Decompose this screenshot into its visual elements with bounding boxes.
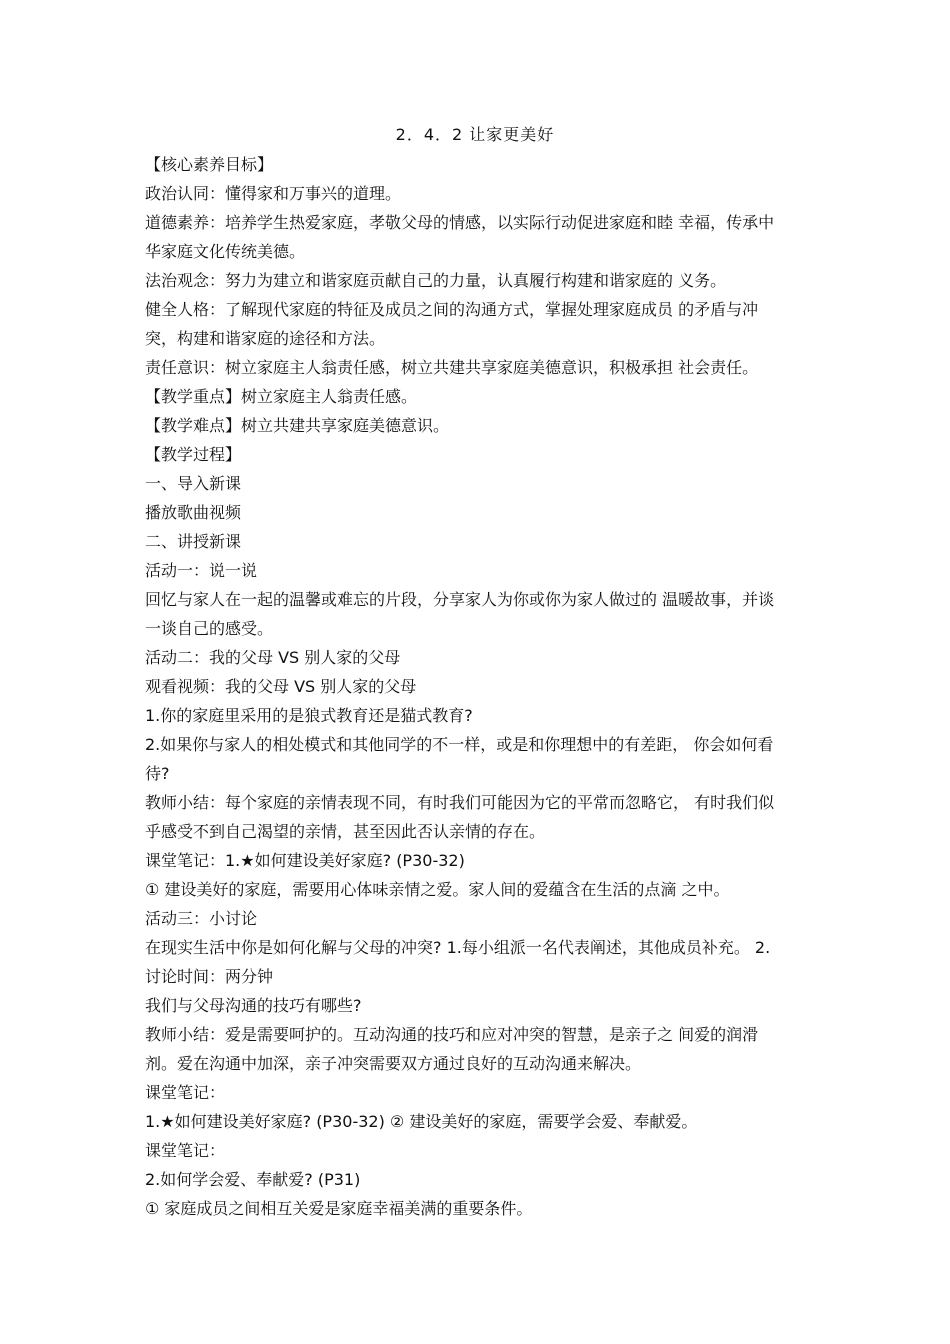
text-line: 播放歌曲视频 [145, 503, 242, 522]
text-line: 我们与父母沟通的技巧有哪些? [145, 996, 362, 1015]
class-notes: 课堂笔记：1.★如何建设美好家庭? (P30-32) [145, 851, 465, 870]
activity-two-heading: 活动二：我的父母 VS 别人家的父母 [145, 648, 401, 667]
goal-political-identity: 政治认同：懂得家和万事兴的道理。 [145, 184, 402, 203]
teacher-summary: 教师小结：每个家庭的亲情表现不同，有时我们可能因为它的平常而忽略它， 有时我们似 [145, 793, 775, 812]
goal-moral-literacy: 道德素养：培养学生热爱家庭，孝敬父母的情感，以实际行动促进家庭和睦 幸福，传承中 [145, 213, 775, 232]
teacher-summary: 教师小结：爱是需要呵护的。互动沟通的技巧和应对冲突的智慧，是亲子之 间爱的润滑 [145, 1025, 759, 1044]
text-line: 乎感受不到自己渴望的亲情，甚至因此否认亲情的存在。 [145, 822, 546, 841]
teaching-key-point: 【教学重点】树立家庭主人翁责任感。 [145, 387, 418, 406]
section-heading-process: 【教学过程】 [145, 445, 242, 464]
document-body [145, 150, 807, 1223]
class-notes: 课堂笔记： [145, 1141, 226, 1160]
text-line: 1.★如何建设美好家庭? (P30-32) ② 建设美好的家庭，需要学会爱、奉献爱。 [145, 1112, 698, 1131]
class-notes: 课堂笔记： [145, 1083, 226, 1102]
goal-sound-personality-cont: 突，构建和谐家庭的途径和方法。 [145, 329, 386, 348]
text-line: 一谈自己的感受。 [145, 619, 274, 638]
text-line: 剂。爱在沟通中加深，亲子冲突需要双方通过良好的互动沟通来解决。 [145, 1054, 642, 1073]
activity-three-heading: 活动三：小讨论 [145, 909, 258, 928]
question-item: 2.如果你与家人的相处模式和其他同学的不一样，或是和你理想中的有差距， 你会如何看 [145, 735, 774, 754]
step-introduction: 一、导入新课 [145, 474, 242, 493]
goal-sound-personality: 健全人格：了解现代家庭的特征及成员之间的沟通方式，掌握处理家庭成员 的矛盾与冲 [145, 300, 759, 319]
text-line: 待? [145, 764, 170, 783]
activity-one-heading: 活动一：说一说 [145, 561, 258, 580]
text-line: ① 建设美好的家庭，需要用心体味亲情之爱。家人间的爱蕴含在生活的点滴 之中。 [145, 880, 730, 899]
step-new-lesson: 二、讲授新课 [145, 532, 242, 551]
text-line: 在现实生活中你是如何化解与父母的冲突? 1.每小组派一名代表阐述，其他成员补充。 2. [145, 938, 771, 957]
goal-responsibility: 责任意识：树立家庭主人翁责任感，树立共建共享家庭美德意识，积极承担 社会责任。 [145, 358, 759, 377]
teaching-difficulty: 【教学难点】树立共建共享家庭美德意识。 [145, 416, 450, 435]
text-line: 观看视频：我的父母 VS 别人家的父母 [145, 677, 417, 696]
question-item: 1.你的家庭里采用的是狼式教育还是猫式教育? [145, 706, 473, 725]
text-line: 2.如何学会爱、奉献爱? (P31) [145, 1170, 361, 1189]
section-heading-core-goals: 【核心素养目标】 [145, 155, 274, 174]
page-title: 2．4．2 让家更美好 [395, 125, 555, 144]
goal-moral-literacy-cont: 华家庭文化传统美德。 [145, 242, 306, 261]
goal-rule-of-law: 法治观念：努力为建立和谐家庭贡献自己的力量，认真履行构建和谐家庭的 义务。 [145, 271, 727, 290]
text-line: ① 家庭成员之间相互关爱是家庭幸福美满的重要条件。 [145, 1199, 533, 1218]
text-line: 讨论时间：两分钟 [145, 967, 274, 986]
text-line: 回忆与家人在一起的温馨或难忘的片段，分享家人为你或你为家人做过的 温暖故事，并谈 [145, 590, 775, 609]
